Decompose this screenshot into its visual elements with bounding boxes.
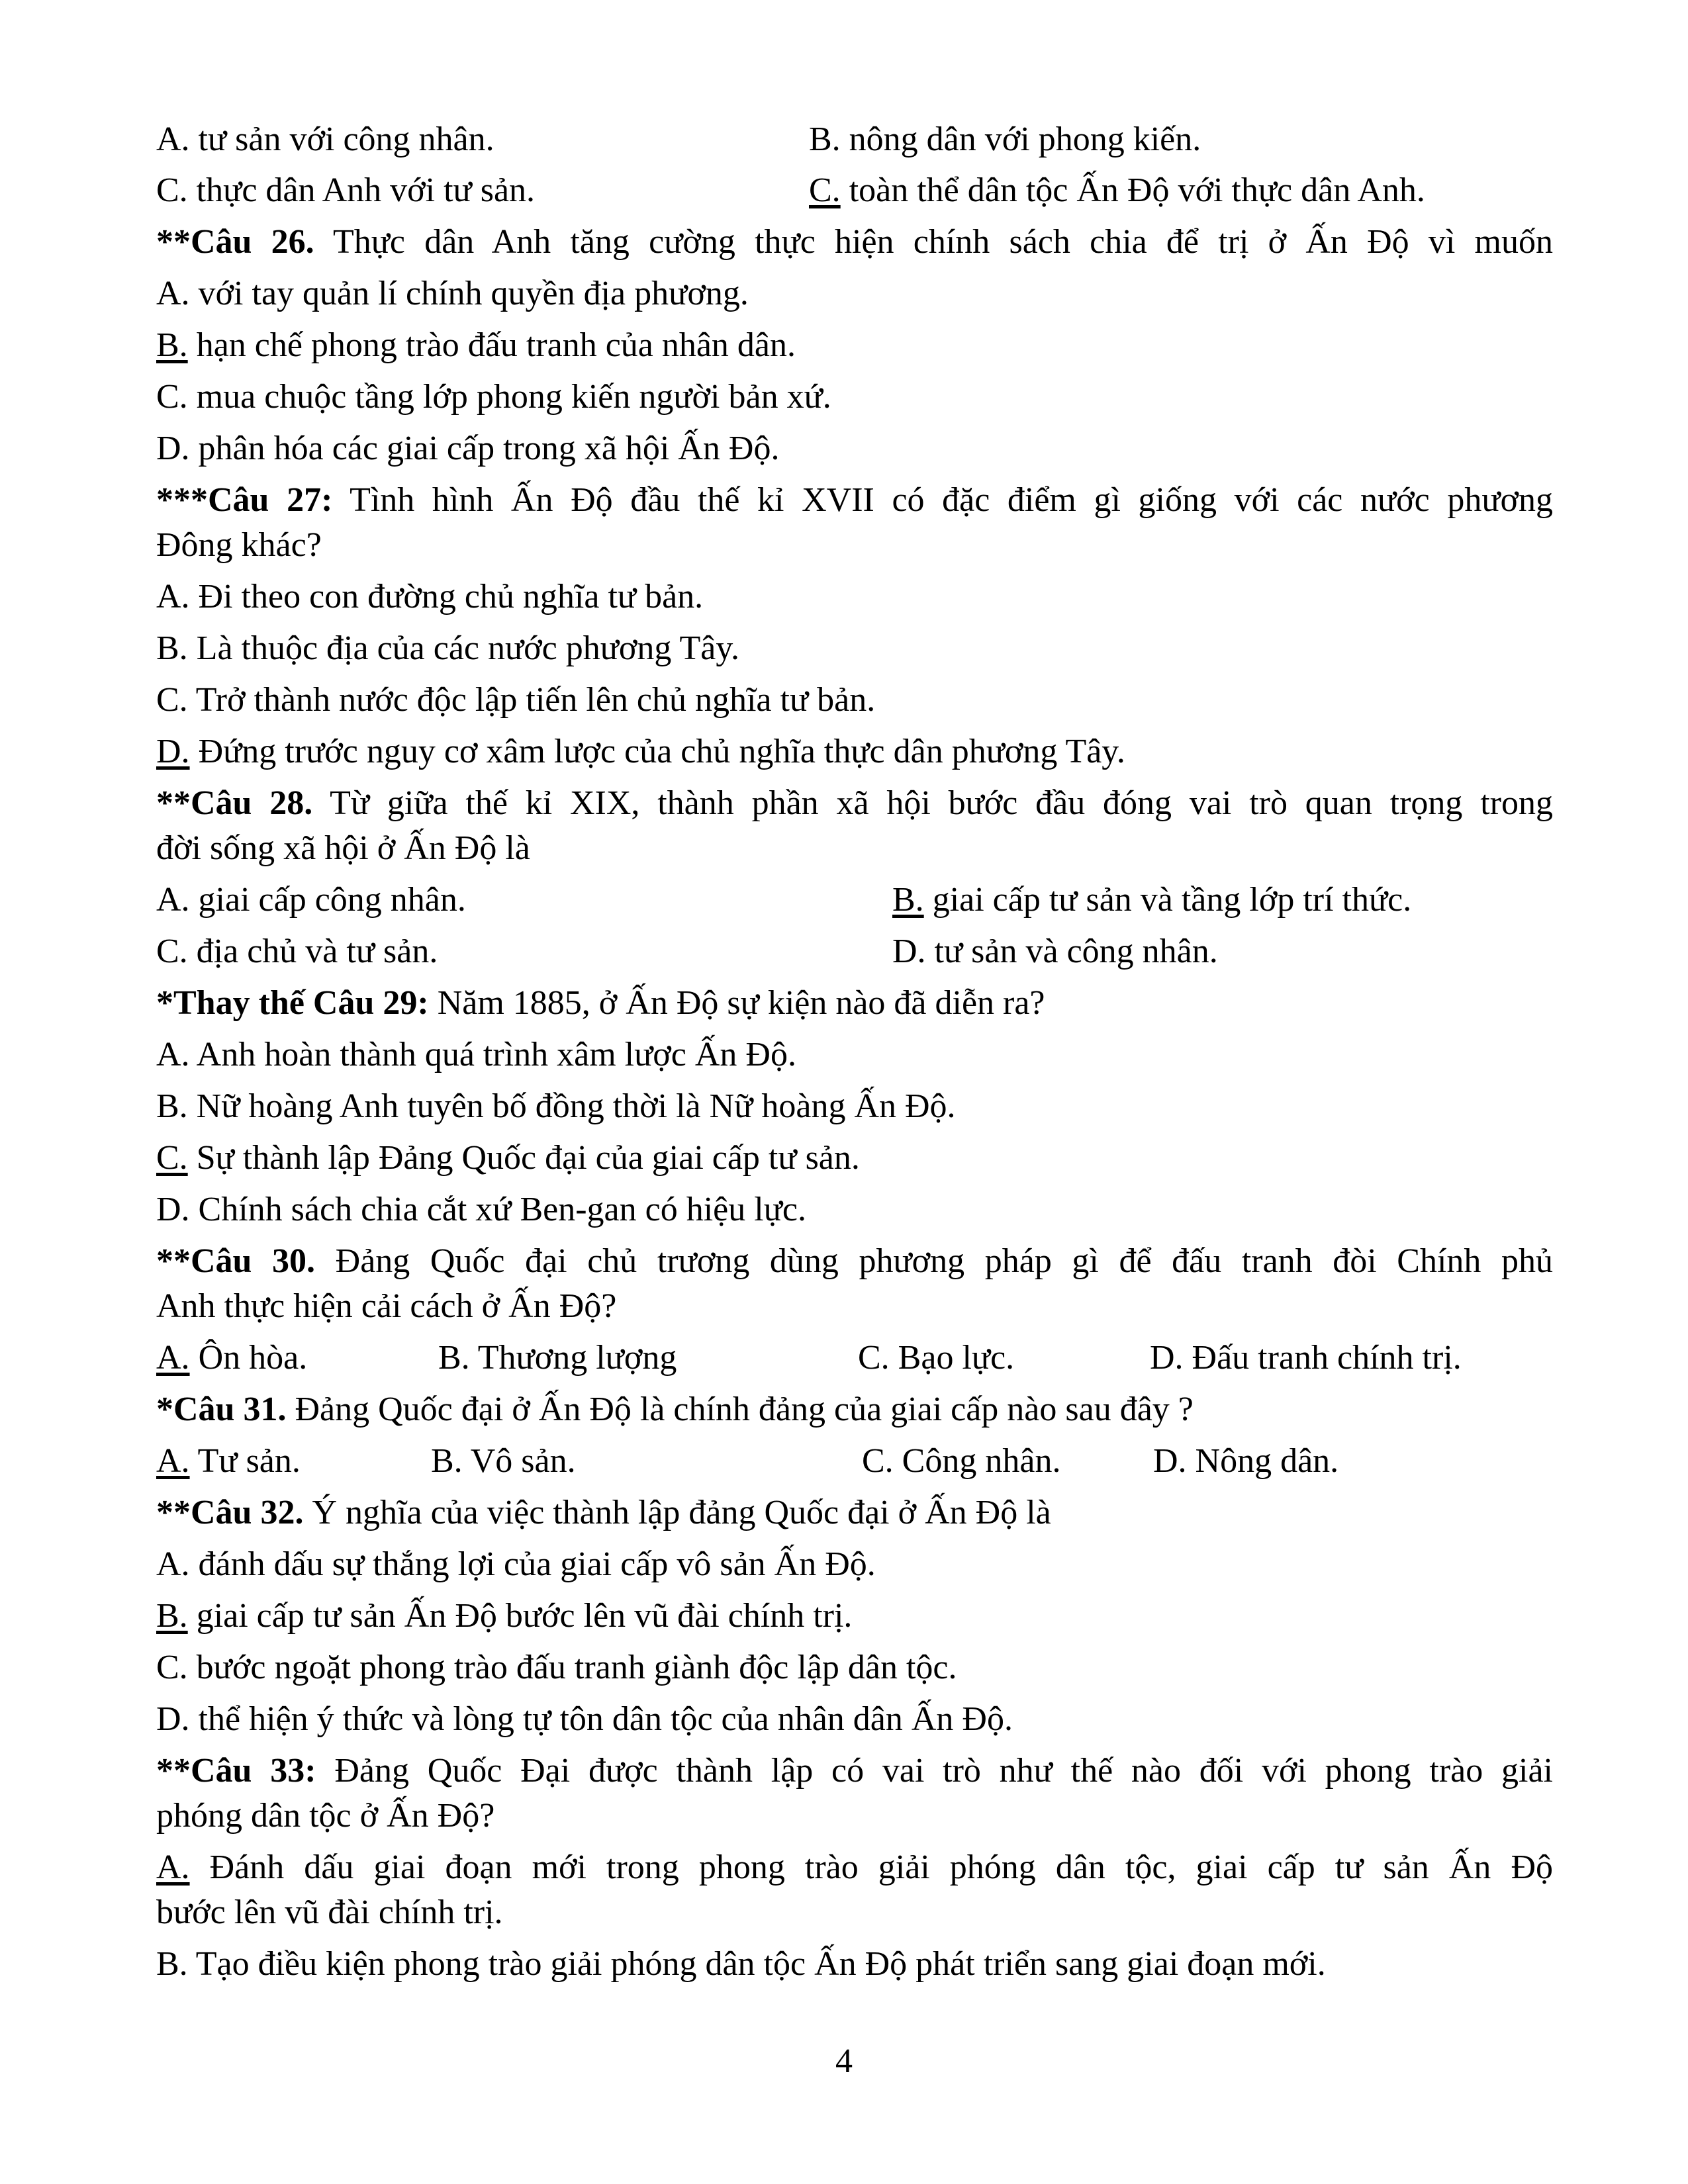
- answer-key: B.: [156, 1597, 188, 1635]
- option-text: Đánh dấu giai đoạn mới trong phong trào giải phóng dân tộc, giai cấp tư sản Ấn Độ: [189, 1848, 1553, 1886]
- option-b: B. Thương lượng: [438, 1339, 677, 1377]
- question-number: **Câu 28.: [156, 784, 313, 822]
- question-number: *Câu 31.: [156, 1390, 287, 1428]
- option-d: D. phân hóa các giai cấp trong xã hội Ấn Độ.: [156, 430, 780, 467]
- answer-key: C.: [809, 171, 841, 209]
- option-text: Sự thành lập Đảng Quốc đại của giai cấp tư sản.: [187, 1139, 860, 1177]
- option-a: A. Anh hoàn thành quá trình xâm lược Ấn Độ.: [156, 1036, 796, 1073]
- question-32: [156, 1492, 1051, 1533]
- option-c: C. Công nhân.: [862, 1442, 1061, 1480]
- question-number: **Câu 32.: [156, 1494, 304, 1531]
- question-text: Đảng Quốc Đại được thành lập có vai trò như thế nào đối với phong trào giải: [316, 1752, 1553, 1790]
- question-30-cont: Anh thực hiện cải cách ở Ấn Độ?: [156, 1287, 617, 1325]
- option-text: toàn thể dân tộc Ấn Độ với thực dân Anh.: [840, 171, 1425, 209]
- question-text: Từ giữa thế kỉ XIX, thành phần xã hội bước đầu đóng vai trò quan trọng trong: [312, 784, 1553, 822]
- option-text: Đứng trước nguy cơ xâm lược của chủ nghĩa thực dân phương Tây.: [189, 733, 1125, 770]
- question-27-cont: Đông khác?: [156, 526, 322, 564]
- option-b: B. nông dân với phong kiến.: [809, 120, 1201, 158]
- option-d-correct: [809, 170, 1425, 211]
- answer-key: B.: [892, 881, 924, 919]
- option-d: D. tư sản và công nhân.: [892, 933, 1218, 970]
- option-b-correct: [156, 325, 796, 366]
- option-d: D. Nông dân.: [1153, 1442, 1339, 1480]
- option-a-correct: [156, 1441, 301, 1482]
- question-26: [156, 222, 1553, 263]
- option-c: C. địa chủ và tư sản.: [156, 933, 438, 970]
- option-b: B. Nữ hoàng Anh tuyên bố đồng thời là Nữ hoàng Ấn Độ.: [156, 1087, 956, 1125]
- question-30: [156, 1241, 1553, 1282]
- option-a-correct: [156, 1338, 307, 1379]
- option-text: Ôn hòa.: [189, 1339, 308, 1377]
- option-a: A. với tay quản lí chính quyền địa phương.: [156, 275, 749, 312]
- option-c-correct: [156, 1138, 860, 1179]
- question-number: *Thay thế Câu 29:: [156, 984, 429, 1022]
- answer-key: B.: [156, 326, 188, 364]
- option-b: B. Vô sản.: [431, 1442, 576, 1480]
- option-b-correct: [892, 880, 1411, 921]
- option-d: D. thể hiện ý thức và lòng tự tôn dân tộc của nhân dân Ấn Độ.: [156, 1700, 1013, 1738]
- option-text: Tư sản.: [189, 1442, 301, 1480]
- question-text: Tình hình Ấn Độ đầu thế kỉ XVII có đặc điểm gì giống với các nước phương: [332, 481, 1554, 519]
- option-text: giai cấp tư sản và tầng lớp trí thức.: [923, 881, 1412, 919]
- option-c: C. Trở thành nước độc lập tiến lên chủ nghĩa tư bản.: [156, 681, 876, 719]
- option-text: giai cấp tư sản Ấn Độ bước lên vũ đài chính trị.: [187, 1597, 853, 1635]
- question-text: Năm 1885, ở Ấn Độ sự kiện nào đã diễn ra?: [428, 984, 1045, 1022]
- option-c: C. Bạo lực.: [858, 1339, 1015, 1377]
- answer-key: A.: [156, 1339, 190, 1377]
- option-d: D. Chính sách chia cắt xứ Ben-gan có hiệu lực.: [156, 1191, 806, 1228]
- option-a: A. Đi theo con đường chủ nghĩa tư bản.: [156, 578, 704, 615]
- question-text: Đảng Quốc đại chủ trương dùng phương pháp gì để đấu tranh đòi Chính phủ: [315, 1242, 1553, 1280]
- question-27: [156, 480, 1553, 521]
- option-b-correct: [156, 1596, 852, 1637]
- option-d-correct: [156, 731, 1125, 772]
- option-c: C. mua chuộc tầng lớp phong kiến người bản xứ.: [156, 378, 831, 416]
- question-text: Ý nghĩa của việc thành lập đảng Quốc đại ở Ấn Độ là: [303, 1494, 1051, 1531]
- option-a: A. tư sản với công nhân.: [156, 120, 494, 158]
- question-number: **Câu 26.: [156, 223, 314, 261]
- option-a: A. giai cấp công nhân.: [156, 881, 466, 919]
- question-29: [156, 983, 1045, 1024]
- option-a-correct: [156, 1847, 1553, 1888]
- question-number: ***Câu 27:: [156, 481, 333, 519]
- question-text: Đảng Quốc đại ở Ấn Độ là chính đảng của giai cấp nào sau đây ?: [286, 1390, 1194, 1428]
- question-number: **Câu 30.: [156, 1242, 316, 1280]
- option-text: hạn chế phong trào đấu tranh của nhân dân.: [187, 326, 796, 364]
- question-text: Thực dân Anh tăng cường thực hiện chính sách chia để trị ở Ấn Độ vì muốn: [314, 223, 1553, 261]
- option-b: B. Tạo điều kiện phong trào giải phóng dân tộc Ấn Độ phát triển sang giai đoạn mới.: [156, 1945, 1326, 1983]
- option-c: C. bước ngoặt phong trào đấu tranh giành độc lập dân tộc.: [156, 1649, 957, 1686]
- answer-key: A.: [156, 1848, 190, 1886]
- answer-key: C.: [156, 1139, 188, 1177]
- page-number: 4: [835, 2042, 853, 2080]
- question-31: [156, 1389, 1194, 1430]
- answer-key: A.: [156, 1442, 190, 1480]
- question-33-cont: phóng dân tộc ở Ấn Độ?: [156, 1797, 495, 1835]
- answer-key: D.: [156, 733, 190, 770]
- option-b: B. Là thuộc địa của các nước phương Tây.: [156, 629, 739, 667]
- question-28: [156, 783, 1553, 824]
- question-33: [156, 1751, 1553, 1792]
- option-a: A. đánh dấu sự thắng lợi của giai cấp vô sản Ấn Độ.: [156, 1545, 876, 1583]
- option-a-cont: bước lên vũ đài chính trị.: [156, 1893, 503, 1931]
- question-28-cont: đời sống xã hội ở Ấn Độ là: [156, 829, 530, 867]
- question-number: **Câu 33:: [156, 1752, 316, 1790]
- option-d: D. Đấu tranh chính trị.: [1150, 1339, 1462, 1377]
- option-c: C. thực dân Anh với tư sản.: [156, 171, 536, 209]
